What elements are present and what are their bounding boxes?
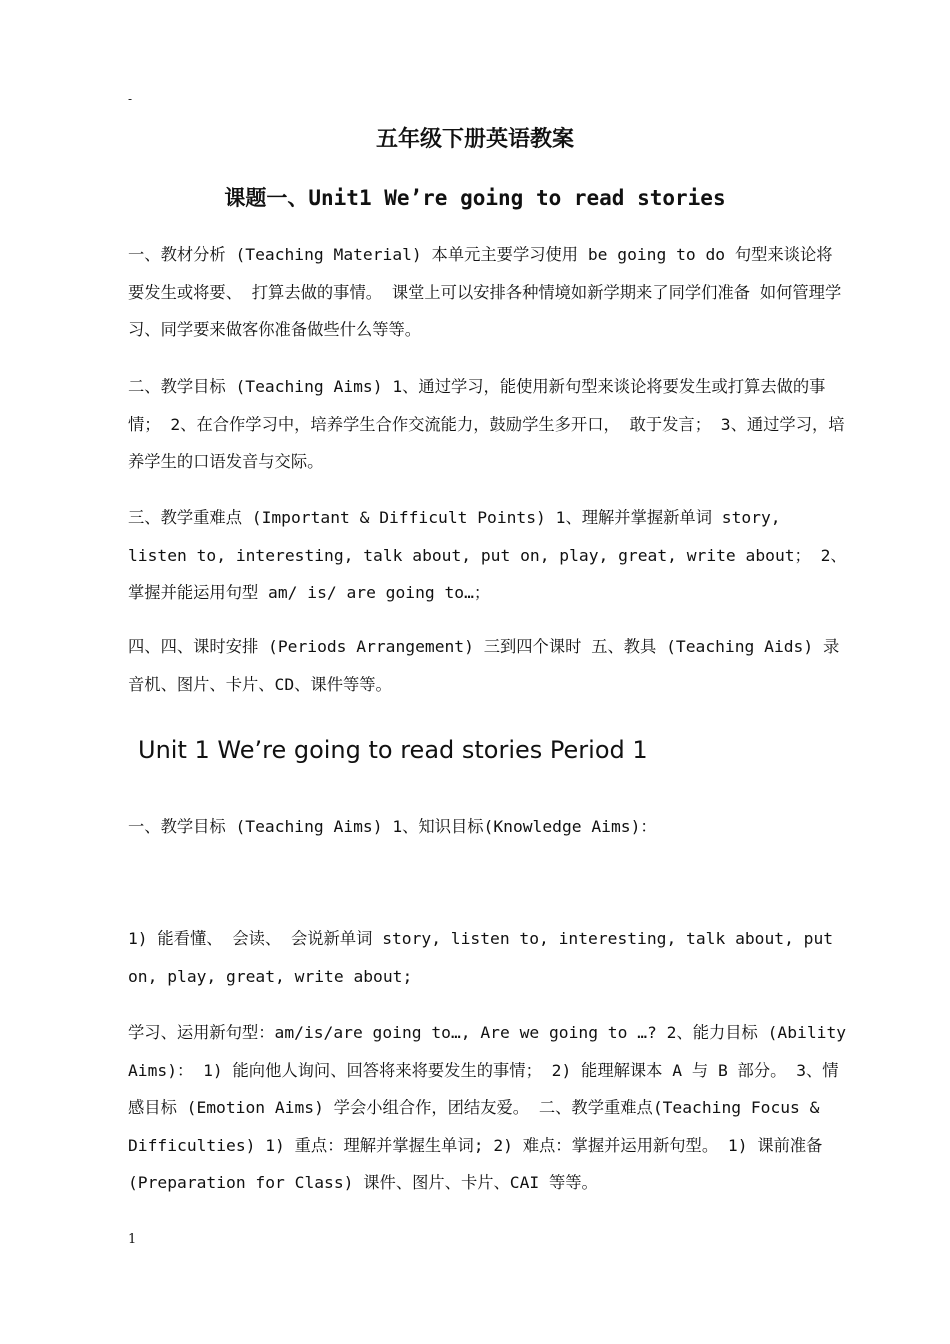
document-title: 五年级下册英语教案 — [375, 126, 574, 152]
header-mark: - — [128, 92, 133, 106]
page-number: 1 — [128, 1232, 137, 1247]
lesson-subtitle: 课题一、Unit1 We’re going to read stories — [224, 186, 726, 210]
paragraph-new-words: 1) 能看懂、 会读、 会说新单词 story, listen to, interesting, talk about, put on, play, great, write about; — [128, 929, 834, 986]
paragraph-new-sentences: 学习、运用新句型：am/is/are going to…, Are we going to …? 2、能力目标 (Ability Aims)： 1) 能向他人询问、回答将来将要发生的事情； 2) 能理解课本 A 与 B 部分。 3、情感目标 (Emotion Aims) 学会小组合作，团结友爱。 二、教学重难点(Teaching Focus & Difficulties) 1) 重点：理解并掌握生单词; 2) 难点：掌握并运用新句型。 1) 课前准备(Preparation for Class) 课件、图片、卡片、CAI 等等。 — [128, 1023, 847, 1192]
paragraph-knowledge-aims: 一、教学目标 (Teaching Aims) 1、知识目标(Knowledge Aims)： — [128, 817, 657, 836]
paragraph-teaching-material: 一、教材分析 (Teaching Material) 本单元主要学习使用 be going to do 句型来谈论将要发生或将要、 打算去做的事情。 课堂上可以安排各种情境如新学期来了同学们准备 如何管理学习、同学要来做客你准备做些什么等等。 — [128, 245, 842, 339]
paragraph-periods-arrangement: 四、四、课时安排 (Periods Arrangement) 三到四个课时 五、教具 (Teaching Aids) 录音机、图片、卡片、CD、课件等等。 — [128, 637, 840, 694]
paragraph-teaching-aims: 二、教学目标 (Teaching Aims) 1、通过学习，能使用新句型来谈论将要发生或打算去做的事情； 2、在合作学习中，培养学生合作交流能力，鼓励学生多开口， 敢于发言； 3、通过学习，培养学生的口语发音与交际。 — [128, 377, 845, 471]
period-heading: Unit 1 We’re going to read stories Period 1 — [138, 736, 648, 764]
paragraph-difficult-points: 三、教学重难点 (Important & Difficult Points) 1、理解并掌握新单词 story, listen to, interesting, talk about, put on, play, great, write about； 2、掌握并能运用句型 am/ is/ are going to…； — [128, 508, 847, 602]
